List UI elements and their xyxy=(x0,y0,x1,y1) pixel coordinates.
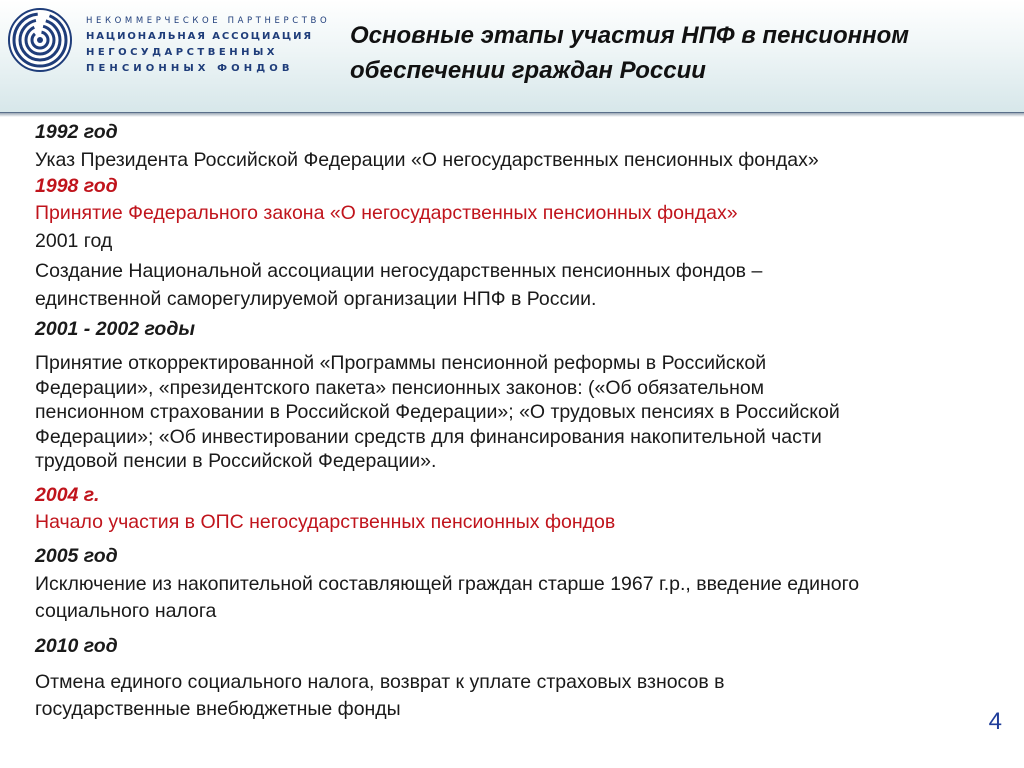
entry-text-line: Отмена единого социального налога, возврат к уплате страховых взносов в xyxy=(35,670,725,693)
entry-text xyxy=(35,257,1010,313)
entry-year: 2001 год xyxy=(35,230,113,252)
entry-text-line: единственной саморегулируемой организации НПФ в России. xyxy=(35,288,597,310)
org-name-line: НЕГОСУДАРСТВЕННЫХ xyxy=(86,47,279,58)
timeline-entry-2010 xyxy=(35,634,1010,723)
slide-title-line: обеспечении граждан России xyxy=(350,57,706,84)
entry-text: Указ Президента Российской Федерации «О негосударственных пенсионных фондах» xyxy=(35,149,819,171)
slide-title xyxy=(350,18,1020,88)
entry-text xyxy=(35,571,1010,625)
entry-text-line: Создание Национальной ассоциации негосударственных пенсионных фондов – xyxy=(35,260,763,282)
entry-text xyxy=(35,351,1010,474)
header-divider xyxy=(0,113,1024,117)
entry-text-line: Принятие откорректированной «Программы пенсионной реформы в Российской xyxy=(35,352,767,374)
org-name-line: НЕКОММЕРЧЕСКОЕ ПАРТНЕРСТВО xyxy=(86,16,331,26)
entry-text-line: пенсионном страховании в Российской Федерации»; «О трудовых пенсиях в Российской xyxy=(35,401,840,423)
timeline-entry-2001-2002 xyxy=(35,317,1010,474)
slide-header xyxy=(0,0,1024,113)
entry-year: 2004 г. xyxy=(35,483,100,506)
timeline-entry-2004 xyxy=(35,483,1010,535)
entry-year: 2010 год xyxy=(35,634,118,657)
entry-text xyxy=(35,669,1010,723)
entry-text-line: Исключение из накопительной составляющей граждан старше 1967 г.р., введение единого xyxy=(35,572,860,595)
entry-year: 2001 - 2002 годы xyxy=(35,318,196,340)
slide-title-line: Основные этапы участия НПФ в пенсионном xyxy=(350,22,910,49)
timeline-entry-2005 xyxy=(35,544,1010,625)
timeline-entry-1992 xyxy=(35,120,1010,173)
entry-year: 2005 год xyxy=(35,544,118,567)
entry-text-line: Федерации»; «Об инвестировании средств для финансирования накопительной части xyxy=(35,425,822,448)
entry-text-line: Федерации», «президентского пакета» пенсионных законов: («Об обязательном xyxy=(35,376,765,399)
org-name-line: ПЕНСИОННЫХ ФОНДОВ xyxy=(86,63,294,74)
entry-year: 1992 год xyxy=(35,121,118,143)
entry-text-line: социального налога xyxy=(35,599,217,622)
association-logo-icon xyxy=(8,8,72,72)
page-number: 4 xyxy=(988,708,1002,735)
organization-name xyxy=(86,13,330,77)
timeline-entry-1998 xyxy=(35,174,1010,226)
entry-text: Принятие Федерального закона «О негосударственных пенсионных фондах» xyxy=(35,202,738,224)
entry-text-line: трудовой пенсии в Российской Федерации». xyxy=(35,450,437,472)
entry-text-line: государственные внебюджетные фонды xyxy=(35,697,401,720)
entry-text: Начало участия в ОПС негосударственных пенсионных фондов xyxy=(35,510,616,533)
timeline-content xyxy=(35,120,1010,723)
timeline-entry-2001 xyxy=(35,229,1010,313)
org-name-line: НАЦИОНАЛЬНАЯ АССОЦИАЦИЯ xyxy=(86,31,313,42)
entry-year: 1998 год xyxy=(35,175,118,197)
